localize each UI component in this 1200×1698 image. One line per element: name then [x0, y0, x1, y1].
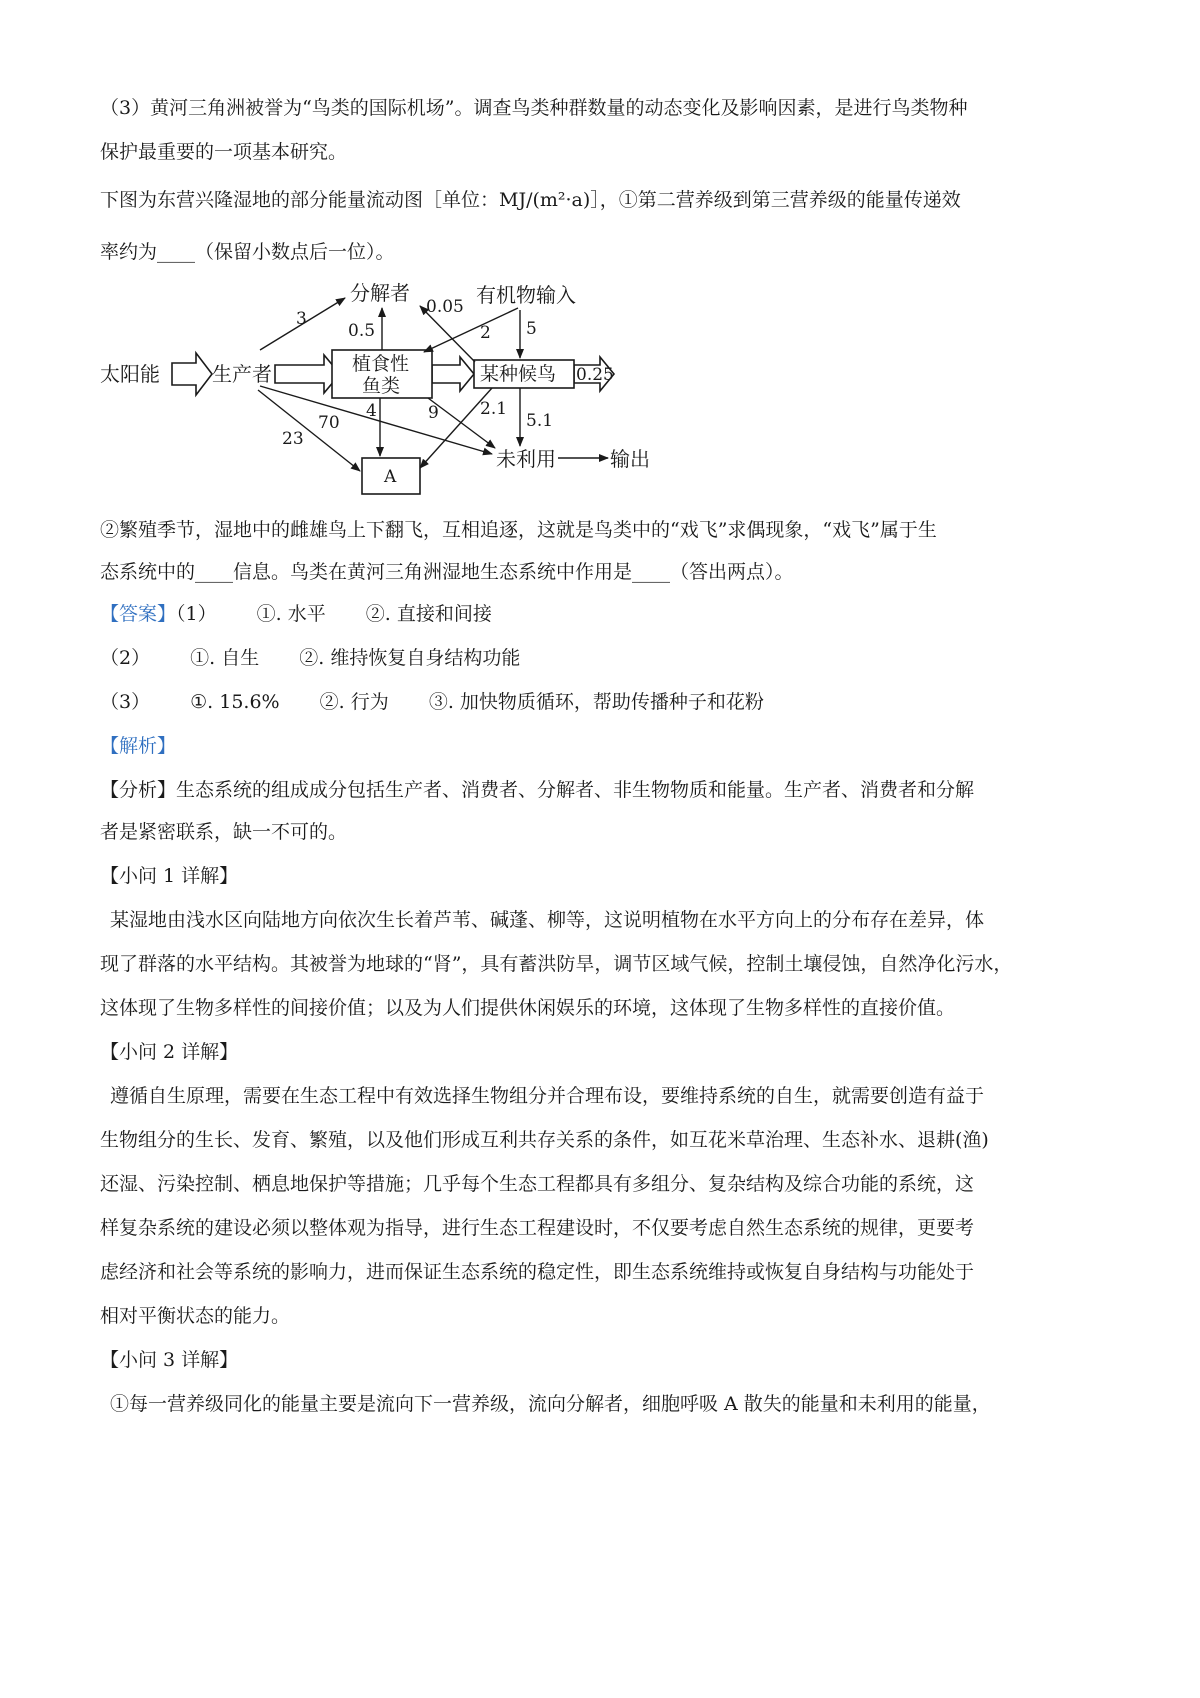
analysis-text: 生物组分的生长、发育、繁殖，以及他们形成互利共存关系的条件，如互花米草治理、生态补水、退耕(渔) — [100, 1129, 989, 1151]
subquestion-title: 【小问 1 详解】 — [100, 865, 239, 887]
answer-item: ①. 自生 — [190, 647, 260, 669]
value-label: 5 — [526, 319, 537, 339]
producer-label: 生产者 — [212, 362, 272, 386]
value-label: 4 — [366, 401, 377, 421]
analysis-text: 某湿地由浅水区向陆地方向依次生长着芦苇、碱蓬、柳等，这说明植物在水平方向上的分布存在差异，体 — [110, 909, 985, 931]
bird-label: 某种候鸟 — [480, 363, 557, 385]
answer-row-3 — [100, 688, 1110, 716]
decomposer-label: 分解者 — [350, 281, 410, 305]
analysis-text: 者是紧密联系，缺一不可的。 — [100, 821, 348, 843]
value-label: 23 — [282, 429, 304, 449]
question-text: 保护最重要的一项基本研究。 — [100, 141, 348, 163]
organic-input-label: 有机物输入 — [476, 283, 576, 307]
value-label: 0.25 — [576, 365, 614, 385]
energy-flow-diagram — [100, 276, 680, 506]
producer-to-a-arrow — [258, 390, 360, 471]
subquestion-title: 【小问 3 详解】 — [100, 1349, 239, 1371]
value-label: 3 — [296, 309, 307, 329]
sun-label: 太阳能 — [100, 362, 160, 386]
question-text: （3）黄河三角洲被誉为“鸟类的国际机场”。调查鸟类种群数量的动态变化及影响因素，是进行鸟类物种 — [100, 97, 968, 119]
question-text: 率约为____（保留小数点后一位）。 — [100, 241, 395, 263]
analysis-text: 还湿、污染控制、栖息地保护等措施；几乎每个生态工程都具有多组分、复杂结构及综合功能的系统，这 — [100, 1173, 975, 1195]
fish-label-line2: 鱼类 — [362, 375, 401, 397]
analysis-text: 现了群落的水平结构。其被誉为地球的“肾”，具有蓄洪防旱，调节区域气候，控制土壤侵蚀，自然净化污水， — [100, 953, 1013, 975]
value-label: 5.1 — [526, 411, 554, 431]
value-label: 70 — [318, 413, 340, 433]
fish-label-line1: 植食性 — [352, 353, 410, 375]
answer-item: ①. 水平 — [256, 603, 326, 625]
analysis-text: 相对平衡状态的能力。 — [100, 1305, 291, 1327]
output-label: 输出 — [610, 447, 650, 471]
sun-to-producer-arrow — [172, 353, 212, 395]
question-text: ②繁殖季节，湿地中的雌雄鸟上下翻飞，互相追逐，这就是鸟类中的“戏飞”求偶现象，“戏飞”属于生 — [100, 519, 937, 541]
analysis-text: 样复杂系统的建设必须以整体观为指导，进行生态工程建设时，不仅要考虑自然生态系统的规律，更要考 — [100, 1217, 975, 1239]
analysis-text: 遵循自生原理，需要在生态工程中有效选择生物组分并合理布设，要维持系统的自生，就需要创造有益于 — [110, 1085, 985, 1107]
question-text: 态系统中的____信息。鸟类在黄河三角洲湿地生态系统中作用是____（答出两点）。 — [100, 561, 794, 583]
analysis-text: 【分析】生态系统的组成成分包括生产者、消费者、分解者、非生物物质和能量。生产者、消费者和分解 — [100, 779, 975, 801]
box-a-label: A — [384, 467, 397, 487]
value-label: 0.5 — [348, 321, 376, 341]
answer-part: （3） — [100, 691, 151, 713]
answer-row-1 — [100, 600, 1110, 628]
answer-item: ②. 直接和间接 — [365, 603, 492, 625]
answer-part: （1） — [176, 603, 217, 625]
answer-item: ①. 15.6% — [190, 691, 280, 713]
value-label: 0.05 — [426, 297, 464, 317]
answer-tag: 【答案】 — [100, 603, 177, 625]
analysis-tag: 【解析】 — [100, 735, 177, 757]
question-text: 下图为东营兴隆湿地的部分能量流动图［单位：MJ/(m²·a)］，①第二营养级到第三营养级的能量传递效 — [100, 189, 961, 211]
answer-item: ③. 加快物质循环，帮助传播种子和花粉 — [428, 691, 764, 713]
answer-row-2 — [100, 644, 1110, 672]
subquestion-title: 【小问 2 详解】 — [100, 1041, 239, 1063]
producer-to-fish-arrow — [275, 355, 340, 393]
unused-label: 未利用 — [496, 447, 556, 471]
analysis-text: 这体现了生物多样性的间接价值；以及为人们提供休闲娱乐的环境，这体现了生物多样性的直接价值。 — [100, 997, 956, 1019]
fish-to-bird-arrow — [432, 357, 474, 391]
value-label: 9 — [428, 403, 439, 423]
answer-part: （2） — [100, 647, 151, 669]
value-label: 2.1 — [480, 399, 508, 419]
analysis-text: 虑经济和社会等系统的影响力，进而保证生态系统的稳定性，即生态系统维持或恢复自身结构与功能处于 — [100, 1261, 975, 1283]
analysis-text: ①每一营养级同化的能量主要是流向下一营养级，流向分解者，细胞呼吸 A 散失的能量和未利用的能量， — [110, 1393, 991, 1415]
answer-item: ②. 维持恢复自身结构功能 — [299, 647, 521, 669]
value-label: 2 — [480, 323, 491, 343]
answer-item: ②. 行为 — [319, 691, 389, 713]
